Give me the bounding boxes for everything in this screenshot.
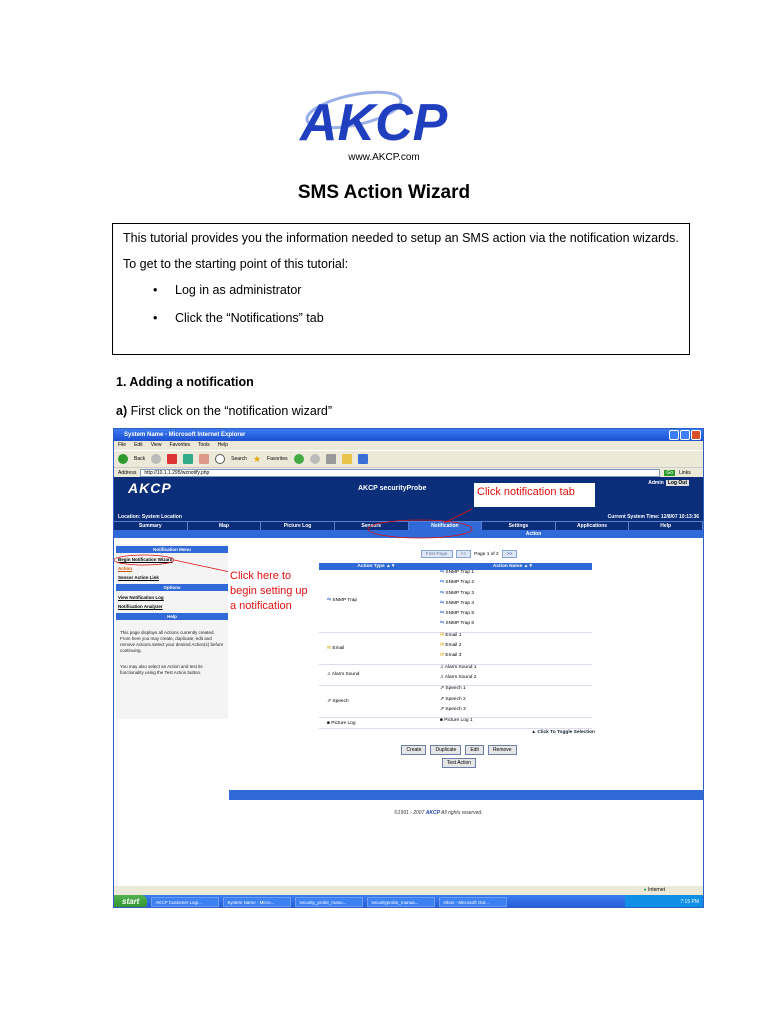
akcp-logo [296, 88, 472, 148]
list-item[interactable]: ⇆ SNMP Trap 5 [440, 611, 475, 617]
email-icon: ✉ [440, 632, 445, 638]
first-page-button[interactable]: First Page [421, 550, 453, 558]
links-label[interactable]: Links [679, 469, 691, 476]
list-item[interactable]: ➚ Speech 1 [440, 686, 466, 692]
toggle-selection-link[interactable]: ▲ Click To Toggle Selection [531, 730, 595, 736]
page-indicator: Page 1 of 2 [474, 551, 499, 557]
menu-file[interactable]: File [118, 442, 127, 448]
taskbar-item[interactable]: Inbox - Microsoft Out... [439, 897, 507, 907]
next-page-button[interactable]: >> [502, 550, 518, 558]
list-item[interactable]: ■ Picture Log 1 [440, 718, 473, 724]
favorites-icon[interactable]: ★ [252, 453, 262, 464]
intro-text: This tutorial provides you the information needed to setup an SMS action via the notification wizards. [123, 231, 679, 245]
speech-icon: ➚ [327, 699, 332, 705]
search-button[interactable]: Search [231, 456, 247, 462]
step-label: a) [116, 404, 128, 418]
sidebar-item-action[interactable]: Action [118, 566, 132, 571]
alarm-sound-icon: ♫ [327, 672, 331, 678]
snmp-trap-icon: ⇆ [440, 580, 445, 586]
sidebar-heading: Options [116, 584, 228, 591]
steps-list [147, 282, 679, 326]
taskbar-item[interactable]: System Name - Micro... [223, 897, 291, 907]
callout-pointer-wizard [174, 560, 230, 572]
speech-icon: ➚ [440, 686, 445, 692]
tab-picture-log[interactable]: Picture Log [261, 522, 335, 530]
speech-icon: ➚ [440, 696, 445, 702]
sidebar-item-sensor-action-link[interactable]: Sensor Action Link [118, 575, 159, 580]
page-title: SMS Action Wizard [297, 182, 471, 203]
sidebar-item-begin-wizard[interactable]: Begin Notification Wizard [118, 557, 173, 562]
list-item: • Click the “Notifications” tab [147, 310, 679, 326]
step-a [116, 404, 332, 418]
list-item[interactable]: ⇆ SNMP Trap 2 [440, 580, 475, 586]
start-button[interactable]: start [114, 895, 147, 908]
snmp-trap-icon: ⇆ [440, 590, 445, 596]
logo-text: AKCP [300, 94, 448, 148]
help-text: This page displays all Actions currently created. From here you may create, duplicate, edit and remove Actions.Select your desired Action(s) before continuing. [120, 630, 224, 653]
list-item[interactable]: ⇆ SNMP Trap 3 [440, 590, 475, 596]
sidebar-heading: Notification Menu [116, 546, 228, 553]
alarm-sound-icon: ♫ [440, 674, 444, 680]
email-icon: ✉ [327, 645, 332, 651]
snmp-trap-icon: ⇆ [440, 611, 445, 617]
list-item[interactable]: ✉ Email 3 [440, 653, 462, 659]
probe-title: AKCP securityProbe [358, 485, 427, 492]
duplicate-button[interactable]: Duplicate [430, 745, 461, 755]
list-item[interactable]: ⇆ SNMP Trap 6 [440, 621, 475, 627]
table-row[interactable]: ✉ Email [319, 632, 434, 664]
favorites-button[interactable]: Favorites [267, 456, 288, 462]
help-text: You may also select an Action and test its functionality using the Test Action button. [120, 664, 203, 675]
table-row[interactable]: ⇆ SNMP Trap [319, 570, 434, 632]
list-item[interactable]: ♫ Alarm Sound 1 [440, 664, 477, 670]
table-row[interactable]: ♫ Alarm Sound [319, 664, 434, 686]
email-icon: ✉ [440, 653, 445, 659]
speech-icon: ➚ [440, 706, 445, 712]
wizard-link-highlight [114, 555, 174, 565]
address-input[interactable]: http://10.1.1.295/wznotify.php [140, 469, 660, 477]
tab-sensors[interactable]: Sensors [335, 522, 409, 530]
clock: 7:15 PM [680, 899, 699, 905]
internet-zone-icon: ● [643, 887, 647, 893]
section-heading: 1. Adding a notification [116, 375, 254, 389]
edit-button[interactable]: Edit [465, 745, 484, 755]
create-button[interactable]: Create [401, 745, 426, 755]
callout-pointer-tab [444, 509, 472, 523]
browser-screenshot [113, 428, 704, 908]
step-text: First click on the “notification wizard” [127, 404, 333, 418]
status-bar: ● Internet [114, 886, 704, 895]
email-icon: ✉ [440, 643, 445, 649]
menu-view[interactable]: View [150, 442, 162, 448]
list-item[interactable]: ✉ Email 1 [440, 632, 462, 638]
website-url: www.AKCP.com [348, 152, 420, 163]
tab-map[interactable]: Map [188, 522, 262, 530]
picture-log-icon: ■ [440, 718, 443, 724]
alarm-sound-icon: ♫ [440, 664, 444, 670]
window-title: System Name - Microsoft Internet Explorer [124, 432, 246, 438]
tab-summary[interactable]: Summary [114, 522, 188, 530]
taskbar-item[interactable]: securityprobe_manua... [367, 897, 435, 907]
table-row[interactable]: ➚ Speech [319, 686, 434, 718]
callout-notification-tab: Click notification tab [474, 483, 595, 507]
picture-log-icon: ■ [327, 720, 330, 726]
list-item[interactable]: ⇆ SNMP Trap 4 [440, 600, 475, 606]
tab-settings[interactable]: Settings [482, 522, 556, 530]
callout-begin-wizard: Click here to begin setting up a notification [228, 567, 318, 659]
start-point-text: To get to the starting point of this tutorial: [123, 257, 349, 271]
list-item: • Log in as administrator [147, 282, 679, 298]
menu-edit[interactable]: Edit [134, 442, 143, 448]
snmp-trap-icon: ⇆ [440, 621, 445, 627]
list-item[interactable]: ✉ Email 2 [440, 643, 462, 649]
back-button[interactable]: Back [134, 456, 146, 462]
copyright: ©1991 - 2007 AKCP All rights reserved. [394, 810, 483, 816]
snmp-trap-icon: ⇆ [440, 600, 445, 606]
list-item[interactable]: ♫ Alarm Sound 2 [440, 674, 477, 680]
notification-tab-highlight [368, 520, 472, 538]
sidebar-item-view-log[interactable]: View Notification Log [118, 595, 164, 600]
location-text: Location: System Location [118, 514, 182, 520]
snmp-trap-icon: ⇆ [440, 570, 445, 575]
annotation-lines [114, 429, 704, 908]
sidebar-item-analyzer[interactable]: Notification Analyzer [118, 604, 163, 609]
taskbar-item[interactable]: AKCP Customer Logi... [151, 897, 219, 907]
tab-help[interactable]: Help [629, 522, 703, 530]
prev-page-button[interactable]: << [456, 550, 472, 558]
address-label: Address [118, 469, 137, 476]
system-time: Current System Time: 12/8/07 10:13:36 [607, 514, 699, 520]
sidebar-heading: Help [116, 613, 228, 620]
tab-notification[interactable]: Notification [409, 522, 483, 530]
snmp-trap-icon: ⇆ [327, 598, 332, 604]
menu-tools[interactable]: Tools [198, 442, 210, 448]
intro-box [112, 223, 690, 355]
taskbar-item[interactable]: security_probe_manu... [295, 897, 363, 907]
admin-label: Admin Log Out [648, 480, 687, 486]
list-item[interactable]: ➚ Speech 3 [440, 706, 466, 712]
list-item[interactable]: ➚ Speech 2 [440, 696, 466, 702]
menu-favorites[interactable]: Favorites [169, 442, 190, 448]
menu-help[interactable]: Help [217, 442, 228, 448]
sub-title: Action [114, 530, 703, 538]
table-row[interactable]: ■ Picture Log [319, 718, 434, 729]
logout-button[interactable]: Log Out [667, 480, 687, 486]
test-action-button[interactable]: Test Action [442, 758, 476, 768]
column-header-type[interactable]: Action Type ▲▼ [319, 563, 434, 570]
remove-button[interactable]: Remove [488, 745, 517, 755]
tab-applications[interactable]: Applications [556, 522, 630, 530]
go-button[interactable]: Go [666, 469, 674, 476]
probe-logo: AKCP [128, 480, 172, 496]
list-item[interactable]: ⇆ SNMP Trap 1 [440, 570, 475, 575]
column-header-name[interactable]: Action Name ▲▼ [434, 563, 592, 570]
